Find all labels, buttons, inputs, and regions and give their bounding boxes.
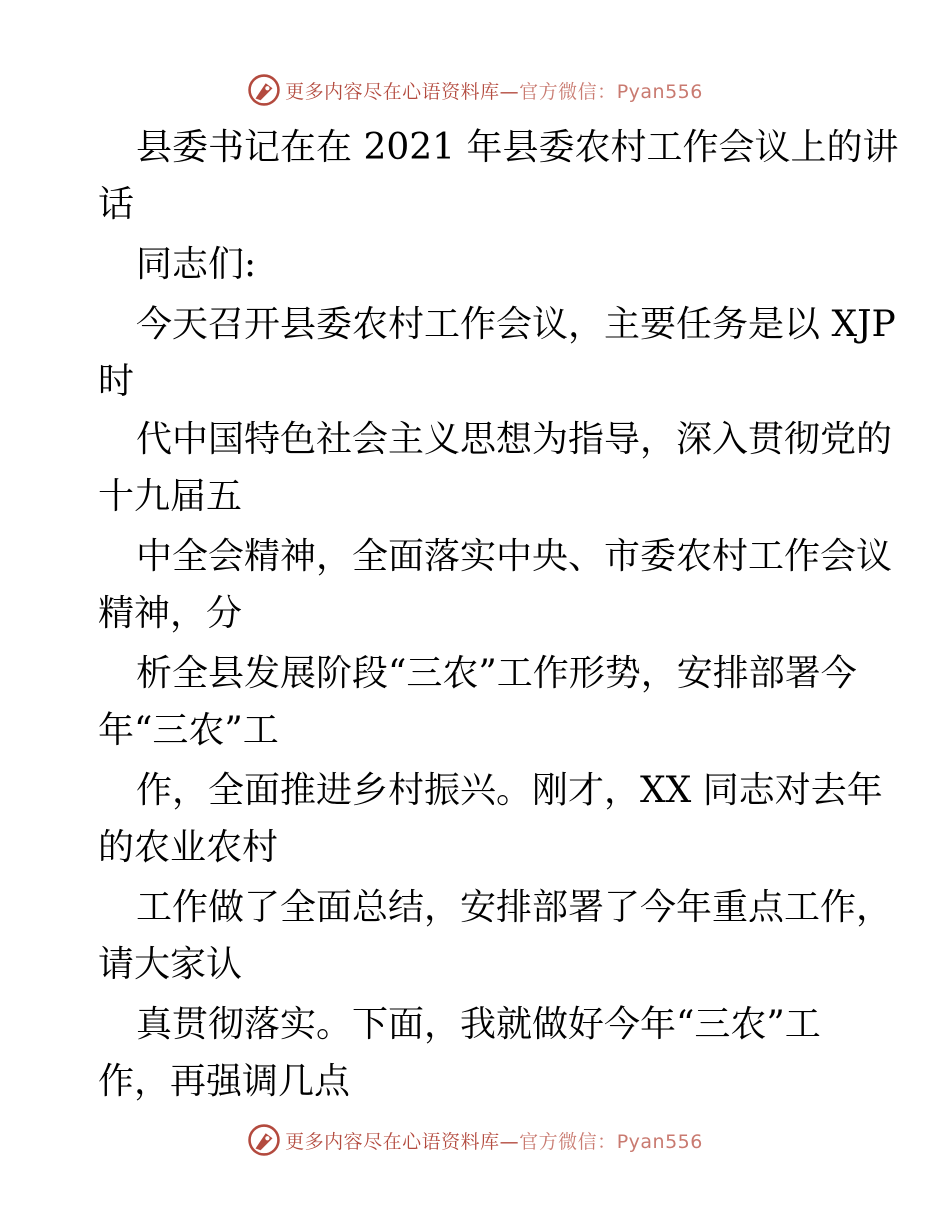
body-line: 今天召开县委农村工作会议，主要任务是以 XJP: [136, 304, 896, 345]
body-line: 中全会精神，全面落实中央、市委农村工作会议: [136, 536, 893, 577]
watermark-text: 更多内容尽在心语资料库—官方微信：Pyan556: [285, 1130, 703, 1153]
body-line: 十九届五: [98, 476, 243, 517]
body-line: 代中国特色社会主义思想为指导，深入贯彻党的: [136, 419, 893, 460]
pen-nib-logo-icon: [247, 1123, 281, 1157]
watermark-text: 更多内容尽在心语资料库—官方微信：Pyan556: [285, 80, 703, 103]
body-line: 析全县发展阶段“三农”工作形势，安排部署今: [136, 653, 857, 694]
body-line: 的农业农村: [98, 827, 279, 868]
body-line: 精神，分: [98, 593, 243, 634]
body-line: 作，全面推进乡村振兴。刚才，XX 同志对去年: [136, 770, 883, 811]
body-line: 年“三农”工: [98, 710, 279, 751]
body-line: 工作做了全面总结，安排部署了今年重点工作，: [136, 887, 893, 928]
body-line: 真贯彻落实。下面，我就做好今年“三农”工: [136, 1004, 821, 1045]
body-line: 作，再强调几点: [98, 1061, 351, 1102]
title-line-1: 县委书记在在 2021 年县委农村工作会议上的讲: [136, 127, 899, 168]
title-line-2: 话: [98, 184, 135, 225]
salutation: 同志们:: [136, 244, 257, 285]
body-line: 请大家认: [98, 944, 243, 985]
body-line: 时: [98, 361, 135, 402]
footer-watermark: [0, 1120, 950, 1160]
